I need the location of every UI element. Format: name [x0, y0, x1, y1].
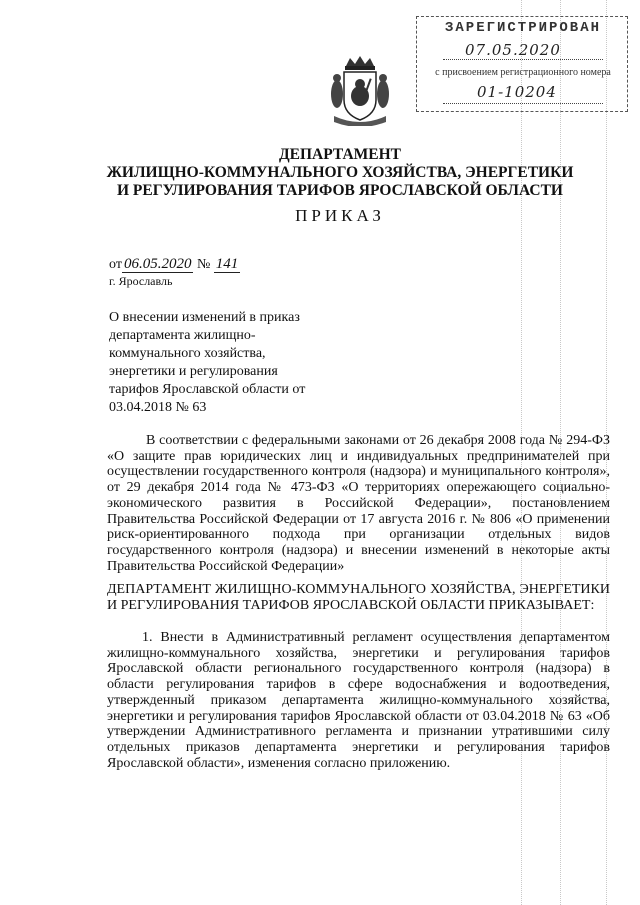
stamp-number-underline [443, 103, 603, 104]
preamble-paragraph: В соответствии с федеральными законами от 26 декабря 2008 года № 294-ФЗ «О защите прав юридических лиц и индивидуальных предпринимателей при осуществлении государственного контроля (надзора) и муниципального контроля», от 29 декабря 2014 года № 473-ФЗ «О территориях опережающего социально-экономического развития в Российской Федерации», постановлением Правительства Российской Федерации от 17 августа 2016 г. № 806 «О применении риск-ориентированного подхода при организации отдельных видов государственного контроля (надзора) и внесении изменений в некоторые акты Правительства Российской Федерации» [107, 433, 610, 574]
order-number: 141 [215, 256, 239, 272]
order-date: 06.05.2020 [123, 256, 192, 272]
stamp-date-underline [443, 59, 603, 60]
stamp-title: ЗАРЕГИСТРИРОВАН [444, 20, 602, 36]
department-heading-line-1: ДЕПАРТАМЕНТ [278, 146, 402, 163]
number-prefix: № [196, 257, 211, 272]
order-date-line [109, 256, 240, 273]
stamp-note: с присвоением регистрационного номера [435, 67, 611, 78]
date-prefix: от [109, 257, 122, 272]
orders-paragraph: ДЕПАРТАМЕНТ ЖИЛИЩНО-КОММУНАЛЬНОГО ХОЗЯЙСТВА, ЭНЕРГЕТИКИ И РЕГУЛИРОВАНИЯ ТАРИФОВ ЯРОСЛАВСКОЙ ОБЛАСТИ ПРИКАЗЫВАЕТ: [107, 582, 610, 613]
order-title: ПРИКАЗ [295, 206, 385, 225]
item-1-paragraph: 1. Внести в Административный регламент осуществления департаментом жилищно-коммунального хозяйства, энергетики и регулирования тарифов Ярославской области регионального государственного контроля (надзора) в области регулирования тарифов в сфере водоснабжения и водоотведения, утвержденный приказом департамента жилищно-коммунального хозяйства, энергетики и регулирования тарифов Ярославской области от 03.04.2018 № 63 «Об утверждении Административного регламента и признании утратившими силу отдельных приказов департамента энергетики и регулирования тарифов Ярославской области», изменения согласно приложению. [107, 630, 610, 771]
department-heading-line-3: И РЕГУЛИРОВАНИЯ ТАРИФОВ ЯРОСЛАВСКОЙ ОБЛАСТИ [117, 182, 563, 199]
stamp-date: 07.05.2020 [465, 41, 561, 59]
stamp-number: 01-10204 [477, 83, 557, 101]
registration-stamp [416, 16, 628, 112]
coat-of-arms-emblem [330, 56, 390, 126]
city: г. Ярославль [109, 274, 173, 288]
order-subject: О внесении изменений в приказ департамента жилищно-коммунального хозяйства, энергетики и регулирования тарифов Ярославской области от 03.04.2018 № 63 [109, 310, 306, 415]
department-heading-line-2: ЖИЛИЩНО-КОММУНАЛЬНОГО ХОЗЯЙСТВА, ЭНЕРГЕТИКИ [106, 164, 574, 181]
